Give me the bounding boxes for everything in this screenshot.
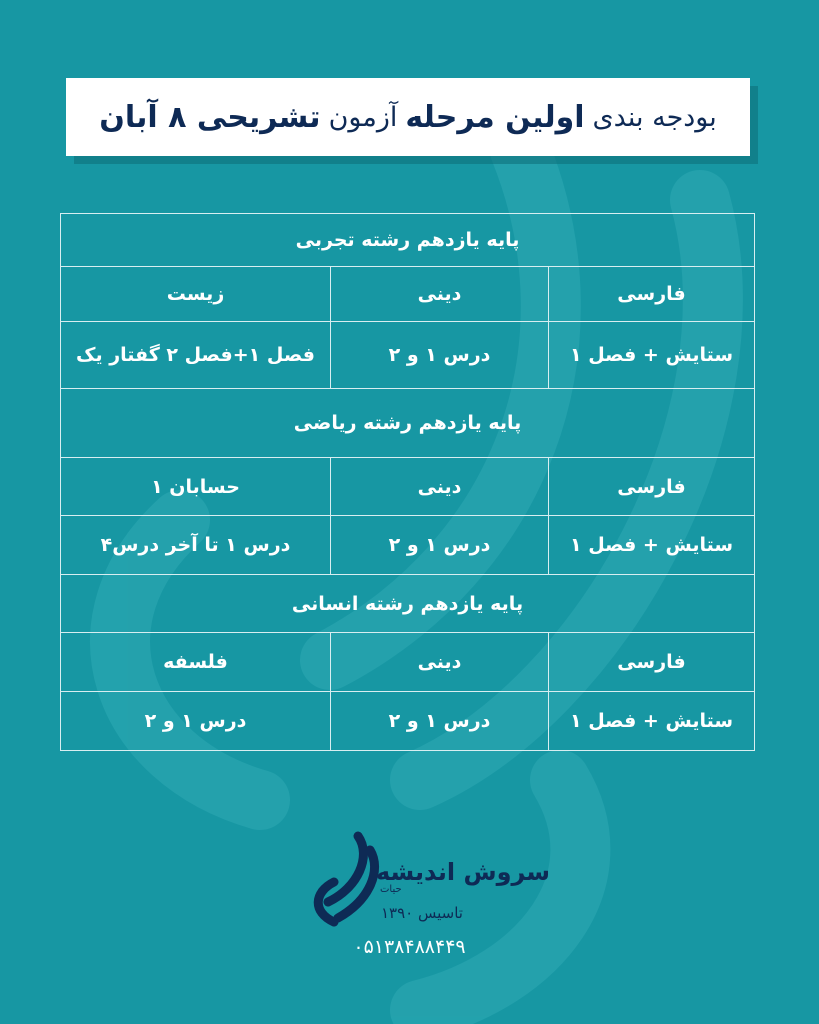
subjects-row [61,458,755,516]
subject-cell: زیست [61,267,331,322]
subject-cell: دینی [331,633,549,692]
range-cell: درس ۱ و ۲ [331,692,549,751]
section-heading: پایه یازدهم رشته تجربی [61,214,755,267]
range-cell: درس ۱ و ۲ [61,692,331,751]
subject-cell: فارسی [549,458,755,516]
range-cell: ستایش + فصل ۱ [549,692,755,751]
section-heading: پایه یازدهم رشته ریاضی [61,389,755,458]
subject-cell: فارسی [549,267,755,322]
subject-cell: دینی [331,267,549,322]
range-cell: فصل ۱+فصل ۲ گفتار یک [61,322,331,389]
range-cell: ستایش + فصل ۱ [549,322,755,389]
section-heading: پایه یازدهم رشته انسانی [61,575,755,633]
section-heading-row [61,575,755,633]
brand-name: سروش اندیشه [376,858,551,886]
subjects-row [61,267,755,322]
range-cell: ستایش + فصل ۱ [549,516,755,575]
title-part-3: آزمون [328,101,398,133]
ranges-row [61,516,755,575]
ranges-row [61,322,755,389]
title-part-4: تشریحی ۸ آبان [99,99,321,135]
range-cell: درس ۱ تا آخر درس۴ [61,516,331,575]
ranges-row [61,692,755,751]
range-cell: درس ۱ و ۲ [331,516,549,575]
subject-cell: حسابان ۱ [61,458,331,516]
title-part-1: بودجه بندی [592,101,717,133]
budget-table [60,213,755,751]
range-cell: درس ۱ و ۲ [331,322,549,389]
subjects-row [61,633,755,692]
title-banner [66,78,750,156]
brand-founded: تاسیس ۱۳۹۰ [381,904,463,922]
section-heading-row [61,214,755,267]
section-heading-row [61,389,755,458]
subject-cell: فلسفه [61,633,331,692]
brand-subtitle: حیات [380,884,402,895]
subject-cell: فارسی [549,633,755,692]
title-part-2: اولین مرحله [405,99,585,135]
phone-number: ۰۵۱۳۸۴۸۸۴۴۹ [353,936,466,958]
subject-cell: دینی [331,458,549,516]
